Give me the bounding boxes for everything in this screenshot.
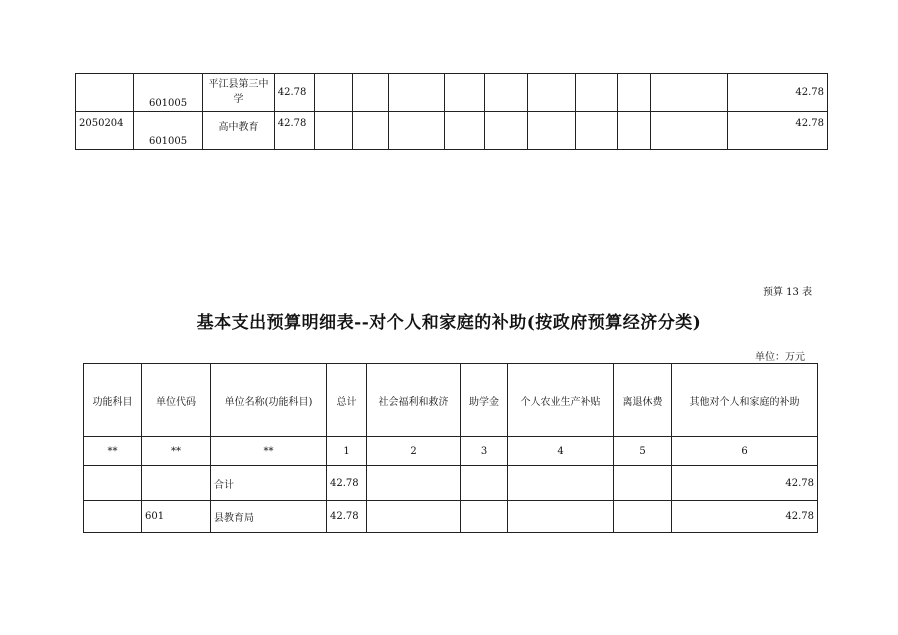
other-subsidy-cell: 42.78 [672,466,818,501]
index-cell: 1 [327,437,367,466]
total-cell: 42.78 [327,466,367,501]
index-cell: 5 [614,437,672,466]
func-cell [84,466,142,501]
unit-label: 单位：万元 [755,352,805,363]
total-cell: 42.78 [274,112,314,150]
table-row [84,501,818,533]
table-row [76,112,828,150]
header-cell: 其他对个人和家庭的补助 [672,364,818,437]
table-row [76,74,828,112]
func-cell [84,501,142,533]
page-title: 基本支出预算明细表--对个人和家庭的补助(按政府预算经济分类) [196,313,702,333]
continuation-table [75,73,828,150]
index-cell: 4 [508,437,614,466]
func-code-cell: 2050204 [76,112,134,150]
last-value-cell: 42.78 [727,112,827,150]
unit-code-cell: 601005 [133,74,202,112]
header-cell: 助学金 [461,364,508,437]
index-cell: ** [84,437,142,466]
subsidy-table [83,363,818,533]
name-cell: 合计 [211,466,327,501]
index-cell: 3 [461,437,508,466]
index-cell: ** [211,437,327,466]
other-subsidy-cell: 42.78 [672,501,818,533]
index-row [84,437,818,466]
unit-name-cell: 高中教育 [203,112,275,150]
total-cell: 42.78 [274,74,314,112]
func-code-cell [76,74,134,112]
header-cell: 个人农业生产补贴 [508,364,614,437]
index-cell: 6 [672,437,818,466]
last-value-cell: 42.78 [727,74,827,112]
header-row [84,364,818,437]
index-cell: ** [142,437,211,466]
unit-name-cell: 平江县第三中学 [203,74,275,112]
header-cell: 单位名称(功能科目) [211,364,327,437]
header-cell: 离退休费 [614,364,672,437]
header-cell: 总计 [327,364,367,437]
table-row [84,466,818,501]
header-cell: 功能科目 [84,364,142,437]
header-cell: 社会福利和救济 [367,364,461,437]
name-cell: 县教育局 [211,501,327,533]
index-cell: 2 [367,437,461,466]
unit-code-cell: 601005 [133,112,202,150]
total-cell: 42.78 [327,501,367,533]
form-number: 预算 13 表 [763,287,813,298]
code-cell: 601 [142,501,211,533]
header-cell: 单位代码 [142,364,211,437]
code-cell [142,466,211,501]
